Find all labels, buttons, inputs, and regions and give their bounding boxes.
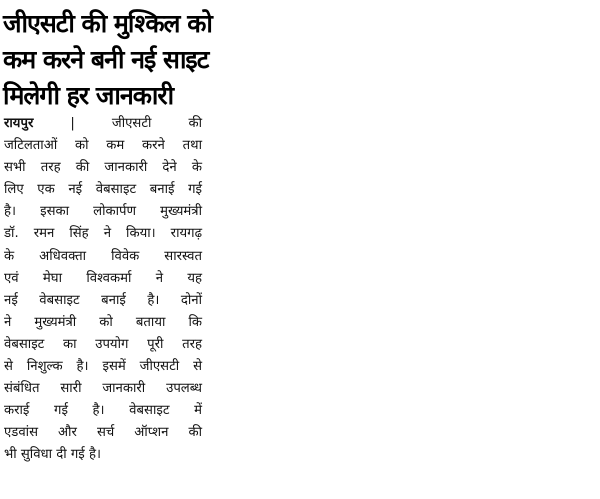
article-line: एडवांस और सर्च ऑप्शन की <box>4 425 202 441</box>
article-line: है। इसका लोकार्पण मुख्यमंत्री <box>4 204 202 220</box>
headline-line-3: मिलेगी हर जानकारी <box>3 81 174 110</box>
article-line: वेबसाइट का उपयोग पूरी तरह <box>4 336 202 352</box>
article-line: डॉ. रमन सिंह ने किया। रायगढ़ <box>4 226 202 242</box>
article-line: लिए एक नई वेबसाइट बनाई गई <box>4 182 202 198</box>
article-first-line <box>4 113 202 135</box>
article-line: से निशुल्क है। इसमें जीएसटी से <box>4 359 202 375</box>
article-line: के अधिवक्ता विवेक सारस्वत <box>4 248 202 264</box>
article-line: सभी तरह की जानकारी देने के <box>4 160 202 176</box>
article-body <box>4 113 202 467</box>
article-last-line: भी सुविधा दी गई है। <box>4 447 101 463</box>
article-line: नई वेबसाइट बनाई है। दोनों <box>4 292 202 308</box>
article-line: कराई गई है। वेबसाइट में <box>4 403 202 419</box>
headline-line-2: कम करने बनी नई साइट <box>3 45 209 74</box>
headline-line-1: जीएसटी की मुश्किल को <box>3 9 212 38</box>
dateline: रायपुर <box>4 116 34 131</box>
article-line: संबंधित सारी जानकारी उपलब्ध <box>4 381 202 397</box>
article-line: जीएसटी की <box>111 116 202 131</box>
article-line: एवं मेघा विश्वकर्मा ने यह <box>4 270 202 286</box>
news-clipping <box>0 0 212 499</box>
dateline-separator: | <box>70 116 75 131</box>
article-line: ने मुख्यमंत्री को बताया कि <box>4 314 202 330</box>
headline <box>3 6 212 114</box>
article-line: जटिलताओं को कम करने तथा <box>4 138 202 154</box>
